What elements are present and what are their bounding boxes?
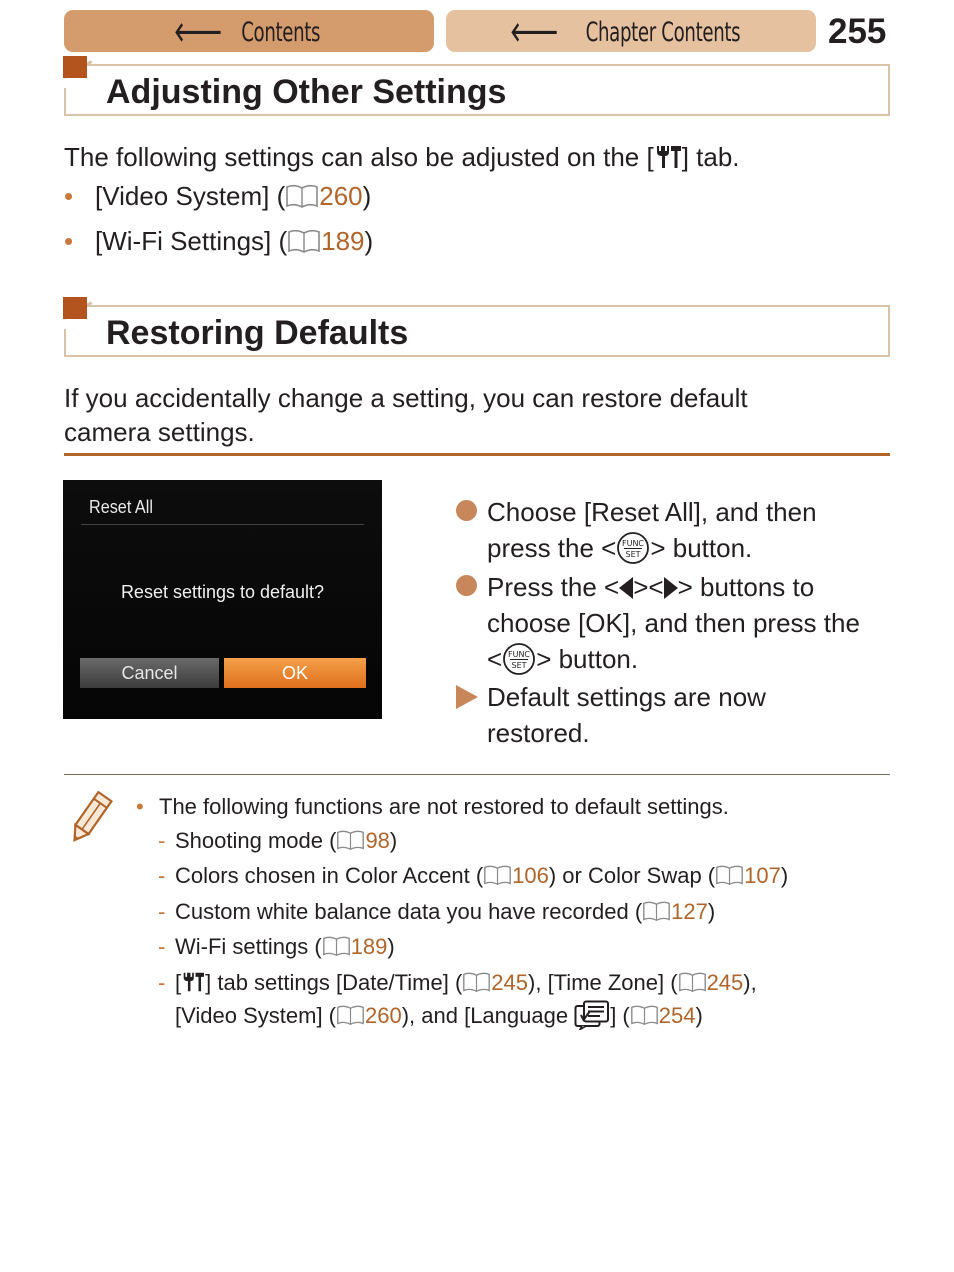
tool-tab-icon	[654, 144, 682, 170]
page-link[interactable]: 245	[491, 970, 529, 995]
camera-screen-title: Reset All	[89, 497, 153, 517]
note-sub-item: - Custom white balance data you have recorded ( 127)	[158, 899, 716, 924]
section-marker-icon	[63, 297, 87, 319]
bullet-icon: •	[64, 181, 74, 211]
camera-screen-message: Reset settings to default?	[120, 582, 325, 602]
page-link[interactable]: 127	[671, 899, 708, 924]
page-link[interactable]: 260	[365, 1003, 402, 1028]
step-bullet-icon	[456, 500, 477, 521]
arrow-left-icon: 🡐	[174, 16, 223, 48]
camera-screen	[63, 480, 382, 719]
bullet-icon: •	[64, 226, 74, 256]
section-header-restoring	[64, 305, 890, 357]
book-icon	[462, 971, 491, 993]
page-link[interactable]: 245	[706, 970, 744, 995]
book-icon	[285, 183, 319, 209]
result-arrow-icon	[456, 685, 478, 709]
page-link[interactable]: 98	[365, 828, 390, 853]
section-intro: The following settings can also be adjusted on the [ ] tab.	[64, 142, 740, 172]
right-arrow-icon	[664, 577, 678, 599]
book-icon	[336, 1004, 365, 1026]
contents-label: Contents	[241, 16, 321, 48]
book-icon	[642, 900, 671, 922]
language-icon	[574, 1000, 610, 1030]
section-header-adjusting	[64, 64, 890, 116]
step-bullet-icon	[456, 575, 477, 596]
camera-ok-button: OK	[224, 658, 366, 688]
page-number: 255	[828, 12, 887, 51]
chapter-contents-label: Chapter Contents	[585, 16, 741, 48]
list-item: • [Video System] ( 260)	[64, 181, 372, 211]
left-arrow-icon	[619, 577, 633, 599]
page-link[interactable]: 189	[350, 934, 388, 959]
book-icon	[322, 935, 351, 957]
book-icon	[678, 971, 707, 993]
step-2: Press the < >< > buttons to choose [OK], and then press the < > button.	[456, 569, 860, 677]
pencil-icon	[66, 790, 114, 846]
contents-button[interactable]	[64, 10, 434, 52]
page-link[interactable]: 107	[744, 863, 781, 888]
section-title: Restoring Defaults	[106, 314, 409, 352]
func-set-icon	[502, 642, 536, 676]
note-sub-item: - Wi-Fi settings ( 189)	[158, 934, 395, 959]
func-set-icon	[616, 531, 650, 565]
book-icon	[287, 228, 321, 254]
page-link[interactable]: 260	[319, 181, 363, 211]
book-icon	[483, 864, 512, 886]
section-intro: If you accidentally change a setting, you can restore default camera settings.	[64, 383, 748, 447]
list-item: • [Wi-Fi Settings] ( 189)	[64, 226, 374, 256]
divider	[64, 774, 890, 775]
book-icon	[630, 1004, 659, 1026]
camera-cancel-button: Cancel	[80, 658, 219, 688]
note-sub-item: - [ ] tab settings [Date/Time] ( 245), [Time Zone] ( 245),	[158, 970, 757, 995]
page-link[interactable]: 106	[512, 863, 549, 888]
step-1: Choose [Reset All], and then press the < > button.	[456, 494, 817, 566]
note-item: • The following functions are not restored to default settings.	[136, 792, 729, 822]
bullet-icon: •	[136, 794, 144, 819]
chapter-contents-button[interactable]	[446, 10, 816, 52]
page-link[interactable]: 254	[658, 1003, 696, 1028]
arrow-left-icon: 🡐	[510, 16, 559, 48]
tool-tab-icon	[181, 971, 205, 993]
step-result: Default settings are now restored.	[456, 679, 766, 751]
book-icon	[336, 829, 365, 851]
section-title: Adjusting Other Settings	[106, 73, 507, 111]
page-link[interactable]: 189	[321, 226, 365, 256]
divider	[64, 453, 890, 456]
book-icon	[715, 864, 744, 886]
note-sub-item: - Shooting mode ( 98)	[158, 828, 398, 853]
section-marker-icon	[63, 56, 87, 78]
note-sub-item-continued: [Video System] ( 260), and [Language ] ( 254)	[175, 1000, 703, 1031]
note-sub-item: - Colors chosen in Color Accent ( 106) or Color Swap ( 107)	[158, 863, 789, 888]
